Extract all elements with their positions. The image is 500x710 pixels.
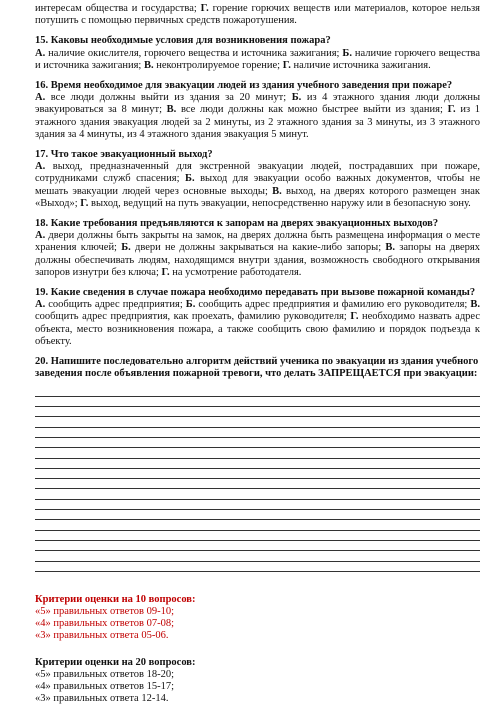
option-label: В. — [166, 104, 177, 116]
answer-line[interactable] — [35, 562, 480, 572]
question-19 — [35, 287, 480, 348]
option-label: А. — [35, 92, 46, 104]
answer-line[interactable] — [35, 428, 480, 438]
option-label: Г. — [200, 3, 209, 14]
option-label: Г. — [282, 59, 291, 71]
criteria-row: «5» правильных ответов 09-10; — [35, 606, 175, 618]
answer-line[interactable] — [35, 500, 480, 510]
option-text: запоры на дверях должны обеспечивать людям, находящимся внутри здания, возможность свободного открывания запоров изнутри без ключа; — [35, 242, 480, 278]
question-15 — [35, 35, 480, 72]
question-title: 17. Что такое эвакуационный выход? — [35, 149, 213, 161]
option-label: Г. — [350, 311, 359, 323]
question-16 — [35, 80, 480, 141]
criteria-row: «4» правильных ответов 07-08; — [35, 618, 175, 630]
answer-line[interactable] — [35, 459, 480, 469]
option-text: необходимо назвать адрес объекта, место возникновения пожара, а также сообщить свою фамилию и порядок подъезда к объекту. — [35, 311, 480, 347]
option-text: на усмотрение работодателя. — [169, 266, 302, 278]
answer-line[interactable] — [35, 551, 480, 561]
option-label: Б. — [291, 92, 302, 104]
option-text: сообщить адрес предприятия и фамилию его руководителя; — [195, 299, 471, 311]
option-label: Б. — [121, 242, 131, 254]
criteria-title: Критерии оценки на 10 вопросов: — [35, 593, 196, 605]
option-text: неконтролируемое горение; — [153, 59, 283, 71]
option-label: Г. — [447, 104, 456, 116]
answer-line[interactable] — [35, 397, 480, 407]
answer-line[interactable] — [35, 489, 480, 499]
criteria-title: Критерии оценки на 20 вопросов: — [35, 656, 196, 668]
question-17 — [35, 149, 480, 210]
criteria-row: «4» правильных ответов 15-17; — [35, 681, 175, 693]
option-label: Б. — [342, 47, 352, 59]
option-text: выход, ведущий на путь эвакуации, непосредственно наружу или в безопасную зону. — [88, 197, 471, 209]
option-label: В. — [470, 299, 480, 311]
option-label: А. — [35, 161, 46, 173]
option-text: сообщить адрес предприятия; — [45, 299, 186, 311]
answer-line[interactable] — [35, 541, 480, 551]
answer-line[interactable] — [35, 448, 480, 458]
criteria-row: «3» правильных ответа 05-06. — [35, 630, 169, 642]
question-20 — [35, 356, 480, 572]
question-title: 16. Время необходимое для эвакуации людей из здания учебного заведения при пожаре? — [35, 80, 453, 92]
answer-lines — [35, 386, 480, 571]
option-label: Г. — [161, 266, 170, 278]
answer-line[interactable] — [35, 417, 480, 427]
option-label: Г. — [80, 197, 89, 209]
option-text: выход, на дверях которого размещен знак «Выход»; — [35, 185, 480, 209]
option-label: А. — [35, 230, 46, 242]
option-text: сообщить адрес предприятия, как проехать, фамилию руководителя; — [35, 311, 351, 323]
answer-line[interactable] — [35, 531, 480, 541]
option-text: из 1 этажного здания эвакуация людей за 2 минуты, из 2 этажного здания за 3 минуты, из 3 этажного здания за 4 минуты, из 4 этажного здания эвакуация 5 минут. — [35, 104, 480, 140]
option-label: Б. — [185, 173, 195, 185]
question-title: 20. Напишите последовательно алгоритм действий ученика по эвакуации из здания учебного заведения после объявления пожарной тревоги, что делать ЗАПРЕЩАЕТСЯ при эвакуации: — [35, 356, 479, 380]
option-label: В. — [143, 59, 154, 71]
option-label: В. — [272, 185, 282, 197]
answer-line[interactable] — [35, 469, 480, 479]
criteria-row: «5» правильных ответов 18-20; — [35, 668, 175, 680]
answer-line[interactable] — [35, 520, 480, 530]
option-text: все люди должны выйти из здания за 20 минут; — [45, 92, 292, 104]
intro-tail-paragraph — [35, 3, 480, 27]
question-18 — [35, 218, 480, 279]
answer-line[interactable] — [35, 386, 480, 396]
option-label: Б. — [185, 299, 196, 311]
option-label: А. — [35, 47, 46, 59]
question-title: 19. Какие сведения в случае пожара необходимо передавать при вызове пожарной команды? — [35, 287, 476, 299]
intro-tail-after: горение горючих веществ или материалов, которое нельзя потушить с помощью первичных средств пожаротушения. — [35, 3, 480, 27]
question-answers — [35, 230, 480, 279]
answer-line[interactable] — [35, 479, 480, 489]
option-text: наличие окислителя, горючего вещества и источника зажигания; — [45, 47, 343, 59]
option-text: все люди должны как можно быстрее выйти из здания; — [176, 104, 448, 116]
answer-line[interactable] — [35, 407, 480, 417]
option-text: наличие горючего вещества и источника зажигания; — [35, 47, 481, 71]
option-label: В. — [385, 242, 396, 254]
question-title: 18. Какие требования предъявляются к запорам на дверях эвакуационных выходов? — [35, 218, 439, 230]
option-text: двери должны быть закрыты на замок, на дверях должна быть размещена информация о месте хранения ключей; — [35, 230, 480, 254]
question-answers — [35, 299, 480, 348]
criteria-10-questions — [35, 594, 480, 643]
option-text: выход, предназначенный для экстренной эвакуации людей, пострадавших при пожаре, сотрудниками служб спасения; — [35, 161, 480, 185]
option-text: выход для эвакуации особо важных документов, чтобы не мешать эвакуации людей через основные выходы; — [35, 173, 480, 197]
option-text: из 4 этажного здания люди должны эвакуироваться за 8 минут; — [35, 92, 481, 116]
criteria-20-questions — [35, 657, 480, 706]
question-answers — [35, 48, 480, 72]
answer-line[interactable] — [35, 510, 480, 520]
option-text: двери не должны закрываться на какие-либо запоры; — [130, 242, 386, 254]
answer-line[interactable] — [35, 438, 480, 448]
question-title: 15. Каковы необходимые условия для возникновения пожара? — [35, 35, 331, 47]
question-answers — [35, 92, 480, 141]
option-text: наличие источника зажигания. — [290, 59, 431, 71]
criteria-row: «3» правильных ответа 12-14. — [35, 693, 169, 705]
option-label: А. — [35, 299, 46, 311]
intro-tail-before: интересам общества и государства; — [35, 3, 201, 14]
question-answers — [35, 161, 480, 210]
